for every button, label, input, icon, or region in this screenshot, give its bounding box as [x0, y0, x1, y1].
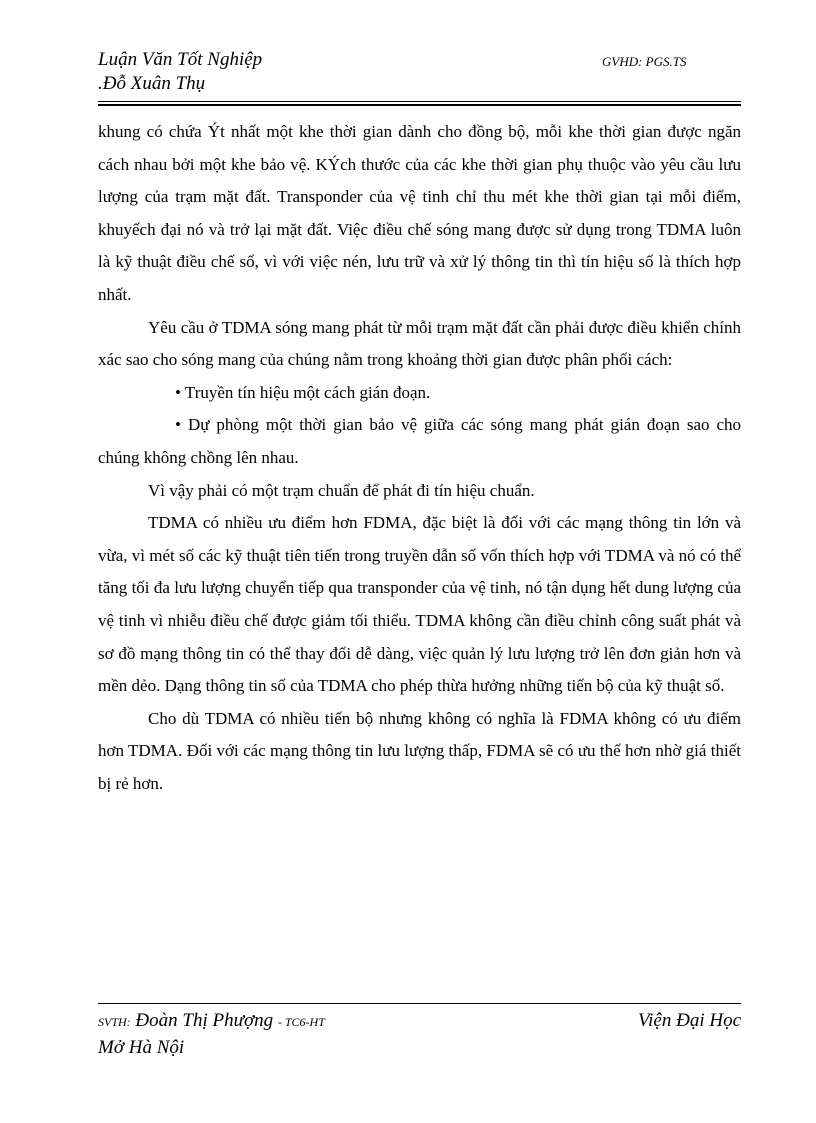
- bullet-icon: •: [175, 415, 181, 435]
- paragraph-3: Vì vậy phải có một trạm chuẩn để phát đi tín hiệu chuẩn.: [148, 480, 535, 500]
- document-body: [98, 116, 741, 800]
- footer-student: [98, 1008, 325, 1035]
- header-title-line2: .Đỗ Xuân Thụ: [98, 73, 206, 94]
- bullet-text-1: Truyền tín hiệu một cách gián đoạn.: [184, 382, 431, 402]
- header-title: [98, 48, 262, 96]
- header-title-line1: Luận Văn Tốt Nghiệp: [98, 49, 263, 70]
- class-code: - TC6-HT: [277, 1015, 325, 1029]
- svth-label: SVTH:: [98, 1015, 131, 1029]
- footer-row-1: [98, 1008, 741, 1035]
- header-divider: [98, 101, 741, 106]
- paragraph-2: Yêu cầu ở TDMA sóng mang phát từ mỗi trạm mặt đất cần phải được điều khiển chính xác sao cho sóng mang của chúng nằm trong khoảng thời gian được phân phối cách:: [98, 317, 741, 370]
- paragraph-5: Cho dù TDMA có nhiều tiến bộ nhưng không có nghĩa là FDMA không có ưu điểm hơn TDMA. Đối với các mạng thông tin lưu lượng thấp, FDMA sẽ có ưu thế hơn nhờ giá thiết bị rẻ hơn.: [98, 708, 741, 793]
- footer: [98, 1008, 741, 1061]
- bullet-icon: •: [175, 382, 181, 402]
- bullet-item-1: [98, 377, 741, 410]
- paragraph-4: TDMA có nhiều ưu điểm hơn FDMA, đặc biệt là đối với các mạng thông tin lớn và vừa, vì mét số các kỹ thuật tiên tiến trong truyền dẫn số vốn thích hợp với TDMA và nó có thể tăng tối đa lưu lượng chuyển tiếp qua transponder của vệ tinh, nó tận dụng hết dung lượng của vệ tinh vì nhiễu điều chế được giảm tối thiểu. TDMA không cần điều chỉnh công suất phát và sơ đồ mạng thông tin có thể thay đổi dễ dàng, việc quản lý lưu lượng trở lên đơn giản hơn và mền dẻo. Dạng thông tin số của TDMA cho phép thừa hưởng những tiến bộ của kỹ thuật số.: [98, 513, 741, 696]
- student-name: Đoàn Thị Phượng: [135, 1010, 274, 1031]
- institute-line1: Viện Đại Học: [637, 1010, 741, 1031]
- institute-line2: Mở Hà Nội: [98, 1037, 185, 1058]
- header-advisor: GVHD: PGS.TS: [602, 54, 687, 69]
- bullet-item-2: [98, 409, 741, 474]
- bullet-text-2: Dự phòng một thời gian bảo vệ giữa các sóng mang phát gián đoạn sao cho chúng không chồng lên nhau.: [98, 415, 742, 467]
- footer-divider: [98, 1003, 741, 1004]
- paragraph-1: khung có chứa Ýt nhất một khe thời gian dành cho đồng bộ, mỗi khe thời gian được ngăn cách nhau bởi một khe bảo vệ. KÝch thước của các khe thời gian phụ thuộc vào yêu cầu lưu lượng của trạm mặt đất. Transponder của vệ tinh chỉ thu mét khe thời gian tại mỗi điểm, khuyếch đại nó và trở lại mặt đất. Việc điều chế sóng mang được sử dụng trong TDMA luôn là kỹ thuật điều chế số, vì với việc nén, lưu trữ và xử lý thông tin thì tín hiệu số là thích hợp nhất.: [98, 122, 741, 304]
